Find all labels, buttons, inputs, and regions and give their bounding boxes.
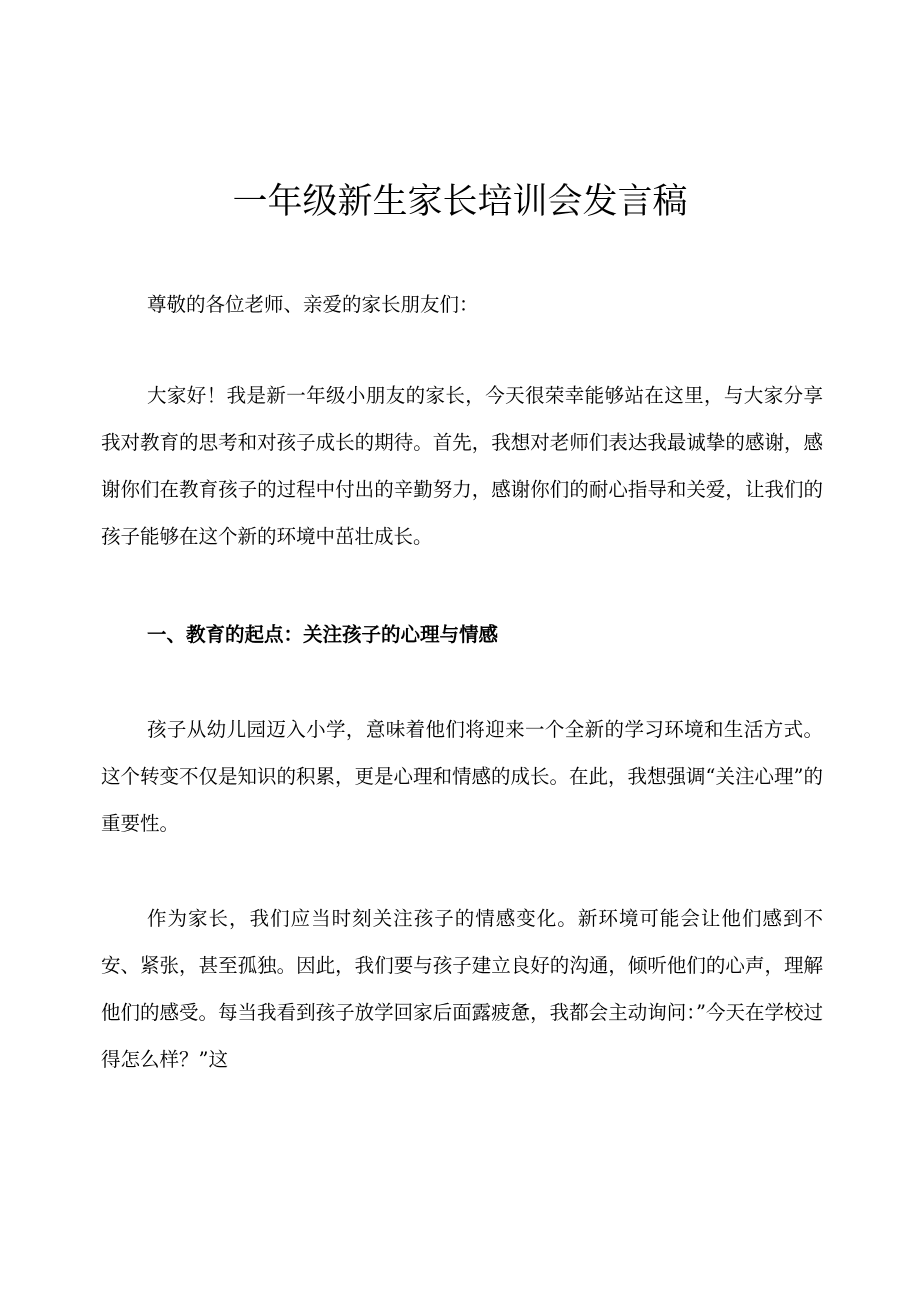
intro-paragraph: 大家好！我是新一年级小朋友的家长，今天很荣幸能够站在这里，与大家分享我对教育的思考和对孩子成长的期待。首先，我想对老师们表达我最诚挚的感谢，感谢你们在教育孩子的过程中付出的辛勤努力，感谢你们的耐心指导和关爱，让我们的孩子能够在这个新的环境中茁壮成长。: [101, 384, 823, 548]
section-paragraph: 孩子从幼儿园迈入小学，意味着他们将迎来一个全新的学习环境和生活方式。这个转变不仅是知识的积累，更是心理和情感的成长。在此，我想强调“关注心理”的重要性。: [101, 718, 823, 835]
document-title: 一年级新生家长培训会发言稿: [232, 182, 688, 222]
section-heading: 一、教育的起点：关注孩子的心理与情感: [147, 623, 499, 646]
greeting-paragraph: 尊敬的各位老师、亲爱的家长朋友们：: [147, 293, 479, 316]
section-paragraph: 作为家长，我们应当时刻关注孩子的情感变化。新环境可能会让他们感到不安、紧张，甚至孤独。因此，我们要与孩子建立良好的沟通，倾听他们的心声，理解他们的感受。每当我看到孩子放学回家后面露疲惫，我都会主动询问：”今天在学校过得怎么样？”这: [101, 907, 823, 1071]
